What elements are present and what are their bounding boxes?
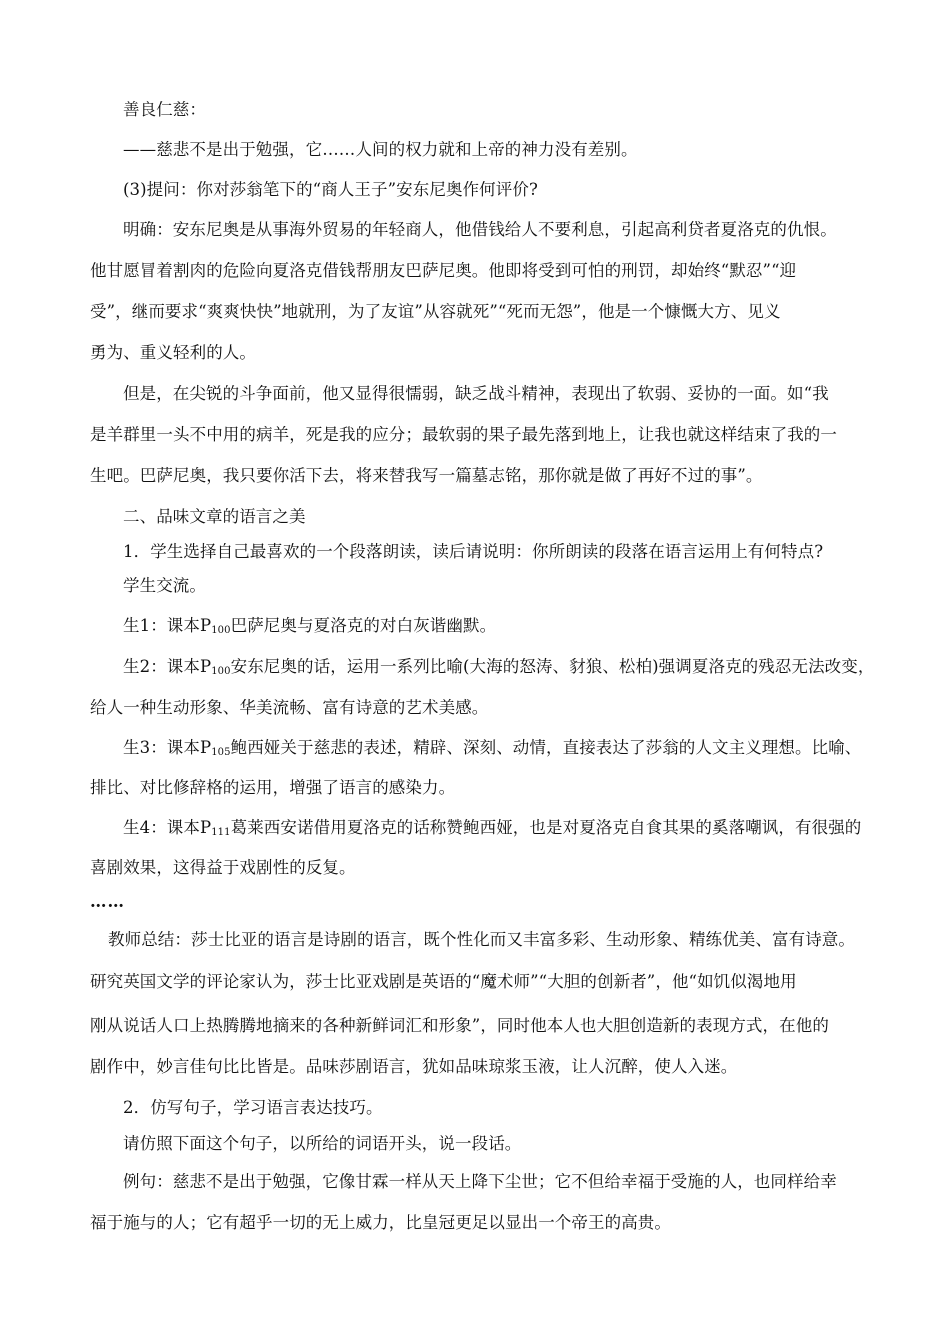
text-line: 学生交流。 [123, 576, 206, 595]
text-line: 请仿照下面这个句子，以所给的词语开头，说一段话。 [123, 1134, 522, 1153]
text-line: 2．仿写句子，学习语言表达技巧。 [123, 1098, 383, 1117]
text-line: 福于施与的人；它有超乎一切的无上威力，比皇冠更足以显出一个帝王的高贵。 [90, 1213, 671, 1232]
text-line: 善良仁慈： [123, 100, 206, 119]
text-line: 剧作中，妙言佳句比比皆是。品味莎剧语言，犹如品味琼浆玉液，让人沉醉，使人入迷。 [90, 1057, 738, 1076]
text-line: 刚从说话人口上热腾腾地摘来的各种新鲜词汇和形象”，同时他本人也大胆创造新的表现方式，在他的 [90, 1016, 829, 1035]
ellipsis: …… [90, 892, 125, 911]
text-line: 研究英国文学的评论家认为，莎士比亚戏剧是英语的“魔术师”“大胆的创新者”，他“如饥似渴地用 [90, 972, 797, 991]
text-line: 明确：安东尼奥是从事海外贸易的年轻商人，他借钱给人不要利息，引起高利贷者夏洛克的仇恨。 [123, 220, 837, 239]
page-subscript: 105 [211, 747, 231, 758]
text-line: 给人一种生动形象、华美流畅、富有诗意的艺术美感。 [90, 698, 489, 717]
text-line: (3)提问：你对莎翁笔下的“商人王子”安东尼奥作何评价? [123, 180, 538, 199]
text-line: 生吧。巴萨尼奥，我只要你活下去，将来替我写一篇墓志铭，那你就是做了再好不过的事”。 [90, 466, 763, 485]
text-line: 受”，继而要求“爽爽快快”地就刑，为了友谊”从容就死”“死而无怨”，他是一个慷慨大方、见义 [90, 302, 781, 321]
section-heading: 二、品味文章的语言之美 [123, 507, 306, 526]
student-line-1: 生1：课本$P_{100}$巴萨尼奥与夏洛克的对白灰谐幽默。 [123, 616, 497, 636]
text-line: ——慈悲不是出于勉强，它……人间的权力就和上帝的神力没有差别。 [123, 140, 638, 159]
text-line: 勇为、重义轻利的人。 [90, 343, 256, 362]
page-subscript: 100 [211, 666, 231, 677]
text-line: 但是，在尖锐的斗争面前，他又显得很懦弱，缺乏战斗精神，表现出了软弱、妥协的一面。如“我 [123, 384, 829, 403]
text-line: 喜剧效果，这得益于戏剧性的反复。 [90, 858, 356, 877]
text-line: 他甘愿冒着割肉的危险向夏洛克借钱帮朋友巴萨尼奥。他即将受到可怕的刑罚，却始终“默忍”“迎 [90, 261, 797, 280]
page-subscript: 111 [211, 827, 231, 838]
text-line: 教师总结：莎士比亚的语言是诗剧的语言，既个性化而又丰富多彩、生动形象、精练优美、富有诗意。 [108, 930, 855, 949]
text-line: 排比、对比修辞格的运用，增强了语言的感染力。 [90, 778, 456, 797]
page-subscript: 100 [211, 625, 231, 636]
student-line-2: 生2：课本$P_{100}$安东尼奥的话，运用一系列比喻(大海的怒涛、豺狼、松柏)强调夏洛克的残忍无法改变， [123, 657, 875, 677]
student-line-4: 生4：课本$P_{111}$葛莱西安诺借用夏洛克的话称赞鲍西娅，也是对夏洛克自食其果的奚落嘲讽，有很强的 [123, 818, 862, 838]
student-line-3: 生3：课本$P_{105}$鲍西娅关于慈悲的表述，精辟、深刻、动情，直接表达了莎翁的人文主义理想。比喻、 [123, 738, 862, 758]
text-line: 是羊群里一头不中用的病羊，死是我的应分；最软弱的果子最先落到地上，让我也就这样结束了我的一 [90, 425, 837, 444]
text-line: 1．学生选择自己最喜欢的一个段落朗读，读后请说明：你所朗读的段落在语言运用上有何特点? [123, 542, 824, 561]
text-line: 例句：慈悲不是出于勉强，它像甘霖一样从天上降下尘世；它不但给幸福于受施的人，也同样给幸 [123, 1172, 837, 1191]
